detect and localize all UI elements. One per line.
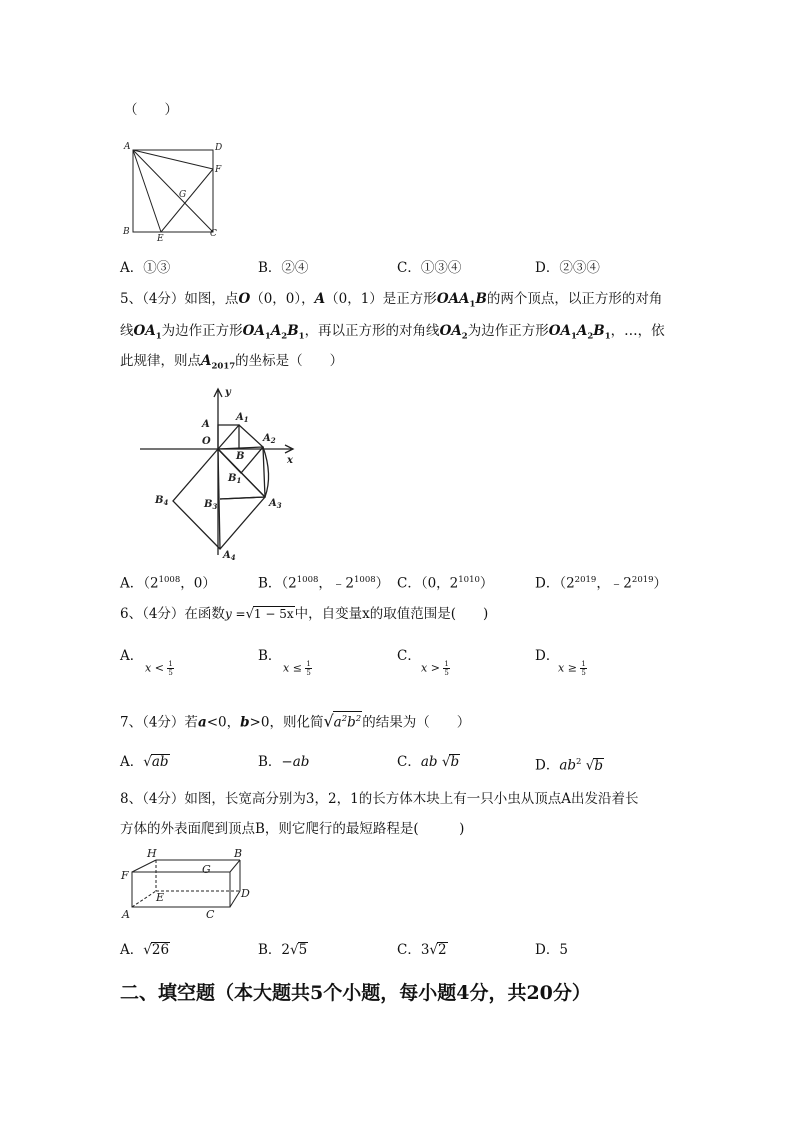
q4-line-ef	[161, 169, 213, 232]
q5-label-x: x	[287, 455, 293, 466]
q4-label-d: D	[215, 143, 223, 153]
q4-label-g: G	[179, 190, 187, 200]
q5-option-b: B．（$2^{1008}$，$﹣2^{1008}$）	[258, 575, 390, 592]
q5-line-3: 此规律，则点$A_{2017}$的坐标是（ ）	[120, 353, 344, 372]
q8-label-g: G	[202, 863, 211, 876]
q8-hidden-ae	[132, 891, 156, 907]
q8-option-d: D．5	[535, 942, 568, 958]
q4-label-e: E	[157, 234, 164, 244]
q6-radicand: 1 − 5x	[253, 607, 294, 621]
q5-label-a: A	[202, 419, 210, 430]
q6-option-b: x ≤ $\frac{1}{5}$	[283, 660, 311, 677]
q4-option-b: B．②④	[258, 260, 309, 276]
q4-line-ac	[133, 150, 213, 232]
q7-option-d: D．$ab^2$ √b	[535, 757, 604, 774]
q4-label-a: A	[124, 142, 131, 152]
q6-stem: 6、（4分）在函数y =√1 − 5x中，自变量x的取值范围是( )	[120, 606, 489, 622]
section-2-heading: 二、填空题（本大题共5个小题，每小题4分，共20分）	[120, 982, 591, 1004]
q4-figure	[118, 138, 228, 244]
q4-option-c: C．①③④	[397, 260, 462, 276]
q8-label-c: C	[206, 908, 215, 921]
q8-line-1: 8、（4分）如图，长宽高分别为3，2，1的长方体木块上有一只小虫从顶点A出发沿着长	[120, 791, 639, 807]
q8-label-d: D	[241, 887, 250, 900]
q5-figure	[135, 385, 305, 567]
q8-edge-cd	[230, 891, 240, 907]
q5-option-c: C．（0，$2^{1010}$）	[397, 575, 494, 592]
q6-option-a-label: A．	[120, 648, 144, 664]
q5-label-b3: $B_3$	[204, 499, 218, 511]
q8-front-face	[132, 872, 230, 907]
q5-label-a1: $A_1$	[236, 412, 249, 424]
q8-line-2: 方体的外表面爬到顶点B，则它爬行的最短路程是( )	[120, 821, 465, 837]
q5-label-y: y	[225, 387, 231, 398]
q6-function: y =	[224, 607, 246, 621]
q6-option-c-label: C．	[397, 648, 421, 664]
q4-label-f: F	[215, 165, 222, 175]
q8-edge-gb	[230, 860, 240, 872]
q8-option-a: A．√26	[120, 942, 170, 958]
q5-label-b1: $B_1$	[228, 473, 242, 485]
q4-label-c: C	[210, 229, 217, 239]
q6-option-d-label: D．	[535, 648, 560, 664]
q4-label-b: B	[123, 227, 130, 237]
q4-option-a: A．①③	[120, 260, 171, 276]
q8-option-c: C．3√2	[397, 942, 447, 958]
q8-label-b: B	[234, 847, 243, 860]
q8-label-f: F	[121, 869, 129, 882]
q4-line-af	[133, 150, 213, 169]
q7-option-c: C．ab √b	[397, 754, 460, 770]
q6-option-c: x > $\frac{1}{5}$	[421, 660, 449, 677]
q8-edge-fh	[132, 860, 156, 872]
q8-figure	[116, 844, 266, 924]
q4-option-d: D．②③④	[535, 260, 600, 276]
q5-label-b: B	[236, 451, 245, 462]
q4-bracket: （ ）	[124, 102, 178, 118]
q7-stem: 7、（4分）若a<0，b>0，则化简$√a^2b^2$的结果为（ ）	[120, 711, 471, 731]
q5-label-b4: $B_4$	[155, 495, 169, 507]
q5-label-a4: $A_4$	[223, 550, 236, 562]
q7-radicand: $a^2b^2$	[333, 711, 363, 730]
q6-option-d: x ≥ $\frac{1}{5}$	[558, 660, 586, 677]
q6-option-b-label: B．	[258, 648, 282, 664]
q4-line-ae	[133, 150, 161, 232]
q5-label-a2: $A_2$	[263, 433, 276, 445]
q7-option-b: B．−ab	[258, 754, 310, 770]
q7-option-a: A．√ab	[120, 754, 169, 770]
q5-label-a3: $A_3$	[269, 498, 282, 510]
q5-line-1: 5、（4分）如图，点O（0，0），A（0，1）是正方形$OAA_1B$的两个顶点，以正方形的对角	[120, 291, 663, 310]
q6-option-a: x < $\frac{1}{5}$	[145, 660, 173, 677]
q5-line-2: 线$OA_1$为边作正方形$OA_1A_2B_1$，再以正方形的对角线$OA_2$为边作正方形$OA_1A_2B_1$，…，依	[120, 323, 665, 342]
q8-option-b: B．2√5	[258, 942, 308, 958]
q5-option-d: D．（$2^{2019}$，$﹣2^{2019}$）	[535, 575, 668, 592]
q5-b3-a3	[220, 497, 265, 499]
q8-label-e: E	[156, 891, 165, 904]
q8-label-a: A	[122, 908, 130, 921]
q5-label-o: O	[202, 436, 211, 447]
q8-label-h: H	[147, 847, 157, 860]
q5-option-a: A．（$2^{1008}$，0）	[120, 575, 216, 592]
